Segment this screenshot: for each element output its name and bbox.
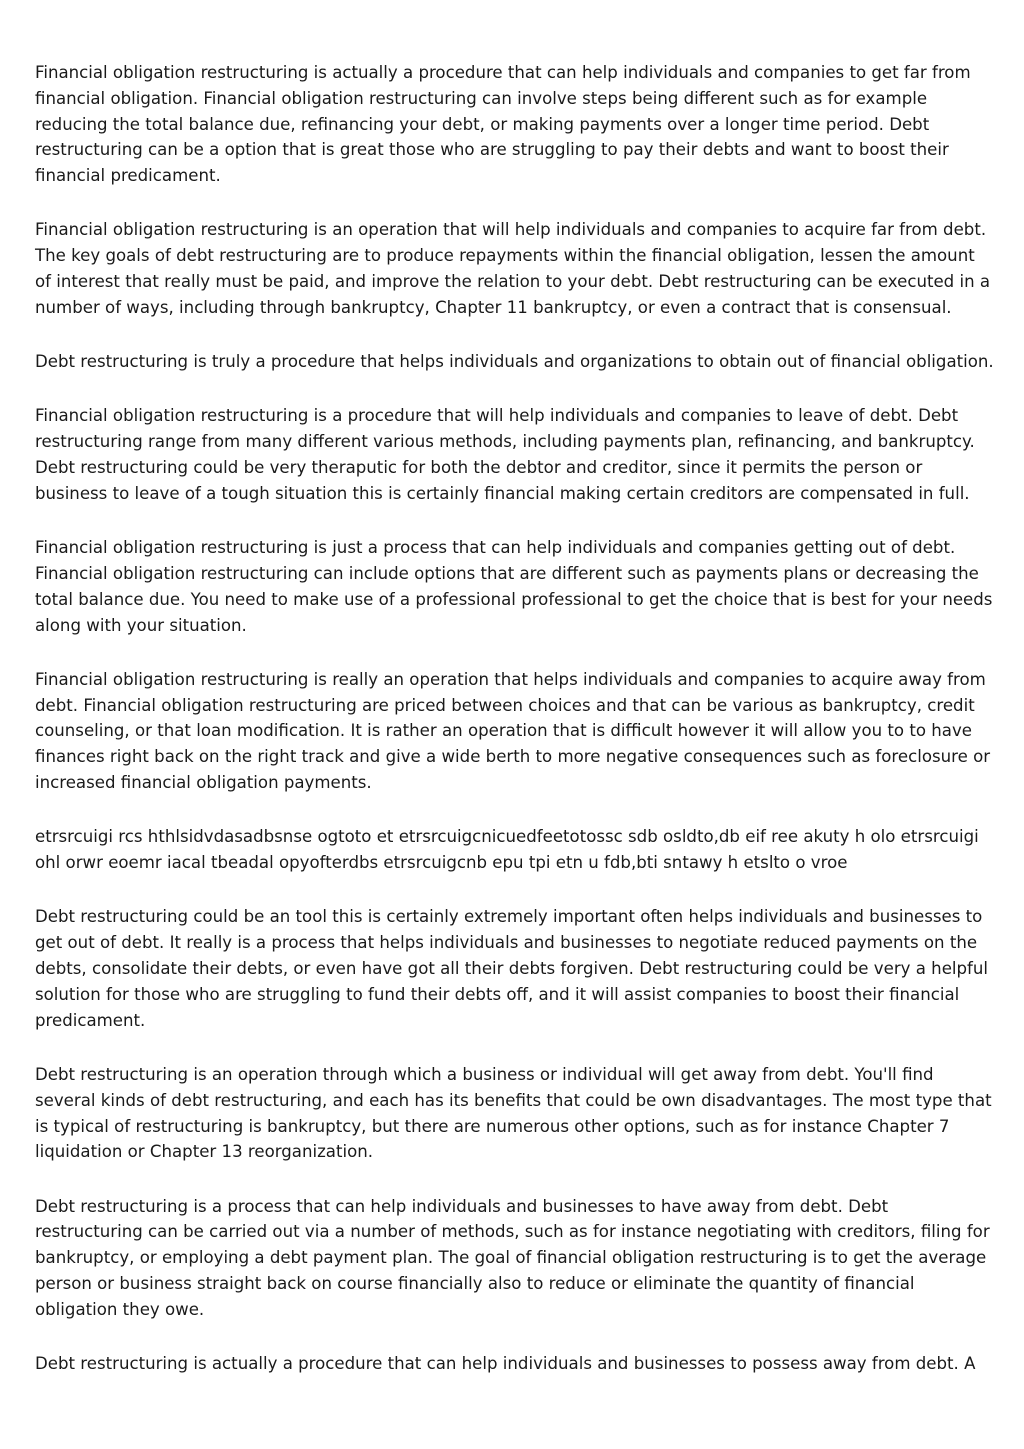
paragraph-11: Debt restructuring is actually a procedure that can help individuals and businesses to possess away from debt. A (35, 1354, 976, 1374)
paragraph-5: Financial obligation restructuring is just a process that can help individuals and companies getting out of debt. Financial obligation restructuring can include options that are different such as payments plans or decreasing the total balance due. You need to make use of a professional professional to get the choice that is best for your needs along with your situation. (35, 538, 993, 635)
document-body (35, 60, 995, 1405)
paragraph-7: etrsrcuigi rcs hthlsidvdasadbsnse ogtoto et etrsrcuigcnicuedfeetotossc sdb osldto,db eif ree akuty h olo etrsrcuigi ohl orwr eoemr iacal tbeadal opyofterdbs etrsrcuigcnb epu tpi etn u fdb,bti sntawy h etslto o vroe (35, 827, 979, 873)
paragraph-9: Debt restructuring is an operation through which a business or individual will get away from debt. You'll find several kinds of debt restructuring, and each has its benefits that could be own disadvantages. The most type that is typical of restructuring is bankruptcy, but there are numerous other options, such as for instance Chapter 7 liquidation or Chapter 13 reorganization. (35, 1064, 992, 1162)
paragraph-8: Debt restructuring could be an tool this is certainly extremely important often helps individuals and businesses to get out of debt. It really is a process that helps individuals and businesses to negotiate reduced payments on the debts, consolidate their debts, or even have got all their debts forgiven. Debt restructuring could be very a helpful solution for those who are struggling to fund their debts off, and it will assist companies to boost their financial predicament. (35, 907, 989, 1030)
paragraph-3: Debt restructuring is truly a procedure that helps individuals and organizations to obtain out of financial obligation. (35, 352, 994, 372)
paragraph-1: Financial obligation restructuring is actually a procedure that can help individuals and companies to get far from financial obligation. Financial obligation restructuring can involve steps being different such as for example reducing the total balance due, refinancing your debt, or making payments over a longer time period. Debt restructuring can be a option that is great those who are struggling to pay their debts and want to boost their financial predicament. (35, 63, 971, 186)
paragraph-2: Financial obligation restructuring is an operation that will help individuals and companies to acquire far from debt. The key goals of debt restructuring are to produce repayments within the financial obligation, lessen the amount of interest that really must be paid, and improve the relation to your debt. Debt restructuring can be executed in a number of ways, including through bankruptcy, Chapter 11 bankruptcy, or even a contract that is consensual. (35, 220, 991, 317)
paragraph-4: Financial obligation restructuring is a procedure that will help individuals and companies to leave of debt. Debt restructuring range from many different various methods, including payments plan, refinancing, and bankruptcy. Debt restructuring could be very theraputic for both the debtor and creditor, since it permits the person or business to leave of a tough situation this is certainly financial making certain creditors are compensated in full. (35, 406, 975, 503)
paragraph-10: Debt restructuring is a process that can help individuals and businesses to have away from debt. Debt restructuring can be carried out via a number of methods, such as for instance negotiating with creditors, filing for bankruptcy, or employing a debt payment plan. The goal of financial obligation restructuring is to get the average person or business straight back on course financially also to reduce or eliminate the quantity of financial obligation they owe. (35, 1196, 990, 1319)
paragraph-6: Financial obligation restructuring is really an operation that helps individuals and companies to acquire away from debt. Financial obligation restructuring are priced between choices and that can be various as bankruptcy, credit counseling, or that loan modification. It is rather an operation that is difficult however it will allow you to to have finances right back on the right track and give a wide berth to more negative consequences such as foreclosure or increased financial obligation payments. (35, 669, 991, 793)
